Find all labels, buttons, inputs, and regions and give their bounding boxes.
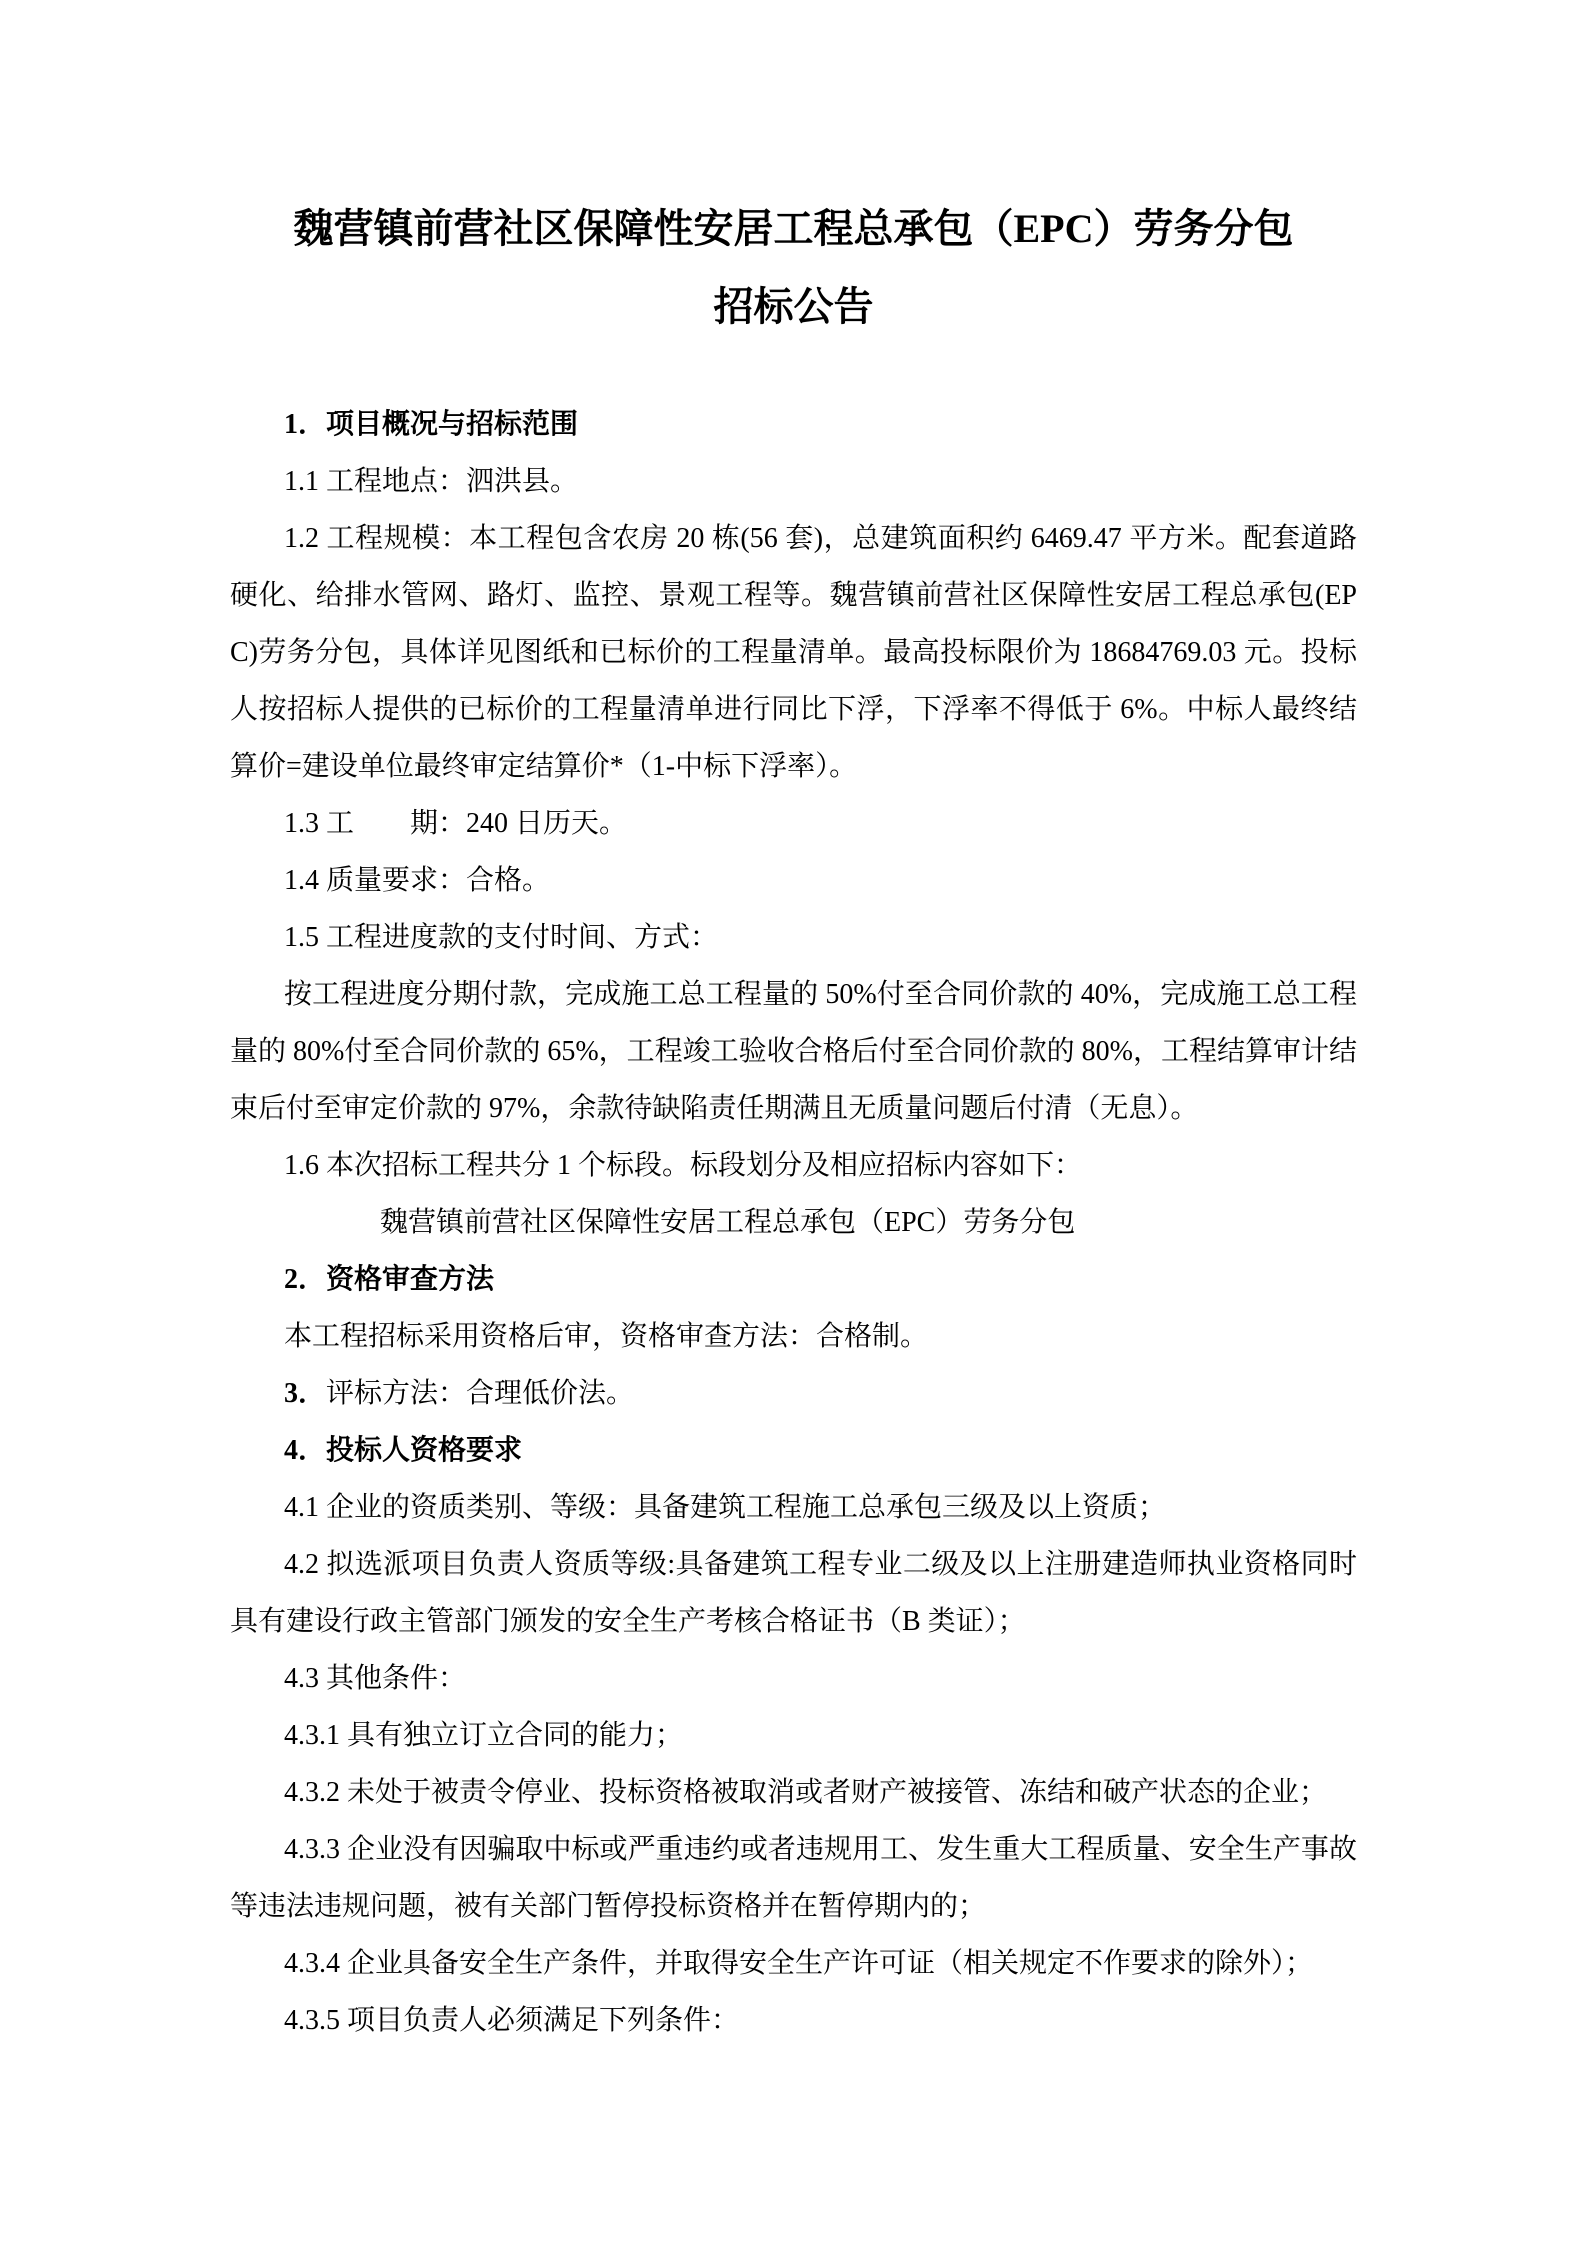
section-heading-3 bbox=[230, 1365, 1357, 1422]
para-1-1: 1.1 工程地点：泗洪县。 bbox=[284, 466, 579, 497]
para-qualification-review: 本工程招标采用资格后审，资格审查方法：合格制。 bbox=[284, 1321, 929, 1352]
para-4-3-5: 4.3.5 项目负责人必须满足下列条件： bbox=[284, 2005, 740, 2036]
section-3-text: 评标方法：合理低价法。 bbox=[326, 1378, 635, 1409]
document-title bbox=[230, 190, 1357, 346]
para-4-1: 4.1 企业的资质类别、等级：具备建筑工程施工总承包三级及以上资质； bbox=[284, 1492, 1167, 1523]
para-1-6: 1.6 本次招标工程共分 1 个标段。标段划分及相应招标内容如下： bbox=[284, 1150, 1083, 1181]
para-bid-section-name: 魏营镇前营社区保障性安居工程总承包（EPC）劳务分包 bbox=[380, 1207, 1076, 1238]
para-1-2: 1.2 工程规模：本工程包含农房 20 栋(56 套)，总建筑面积约 6469.47 平方米。配套道路硬化、给排水管网、路灯、监控、景观工程等。魏营镇前营社区保障性安居工程总承包(EPC)劳务分包，具体详见图纸和已标价的工程量清单。最高投标限价为 18684769.03 元。投标人按招标人提供的已标价的工程量清单进行同比下浮，下浮率不得低于 6%。中标人最终结算价=建设单位最终审定结算价*（1-中标下浮率）。 bbox=[230, 523, 1357, 782]
document-title-line-2: 招标公告 bbox=[713, 284, 874, 329]
section-heading-4: 4．投标人资格要求 bbox=[284, 1435, 523, 1466]
para-4-2: 4.2 拟选派项目负责人资质等级:具备建筑工程专业二级及以上注册建造师执业资格同时具有建设行政主管部门颁发的安全生产考核合格证书（B 类证）； bbox=[230, 1549, 1357, 1637]
section-heading-2: 2．资格审查方法 bbox=[284, 1264, 495, 1295]
para-4-3-4: 4.3.4 企业具备安全生产条件，并取得安全生产许可证（相关规定不作要求的除外）； bbox=[284, 1948, 1314, 1979]
section-heading-1: 1．项目概况与招标范围 bbox=[284, 409, 579, 440]
para-4-3-3: 4.3.3 企业没有因骗取中标或严重违约或者违规用工、发生重大工程质量、安全生产事故等违法违规问题，被有关部门暂停投标资格并在暂停期内的； bbox=[230, 1834, 1357, 1922]
section-3-number: 3． bbox=[284, 1378, 327, 1409]
para-1-4: 1.4 质量要求：合格。 bbox=[284, 865, 551, 896]
para-4-3-2: 4.3.2 未处于被责令停业、投标资格被取消或者财产被接管、冻结和破产状态的企业； bbox=[284, 1777, 1328, 1808]
para-4-3-1: 4.3.1 具有独立订立合同的能力； bbox=[284, 1720, 684, 1751]
document-title-line-1: 魏营镇前营社区保障性安居工程总承包（EPC）劳务分包 bbox=[293, 206, 1294, 251]
para-payment-terms: 按工程进度分期付款，完成施工总工程量的 50%付至合同价款的 40%，完成施工总工程量的 80%付至合同价款的 65%，工程竣工验收合格后付至合同价款的 80%，工程结算审计结束后付至审定价款的 97%，余款待缺陷责任期满且无质量问题后付清（无息）。 bbox=[230, 979, 1357, 1124]
para-4-3: 4.3 其他条件： bbox=[284, 1663, 467, 1694]
para-1-3: 1.3 工 期：240 日历天。 bbox=[284, 808, 628, 839]
para-1-5: 1.5 工程进度款的支付时间、方式： bbox=[284, 922, 719, 953]
